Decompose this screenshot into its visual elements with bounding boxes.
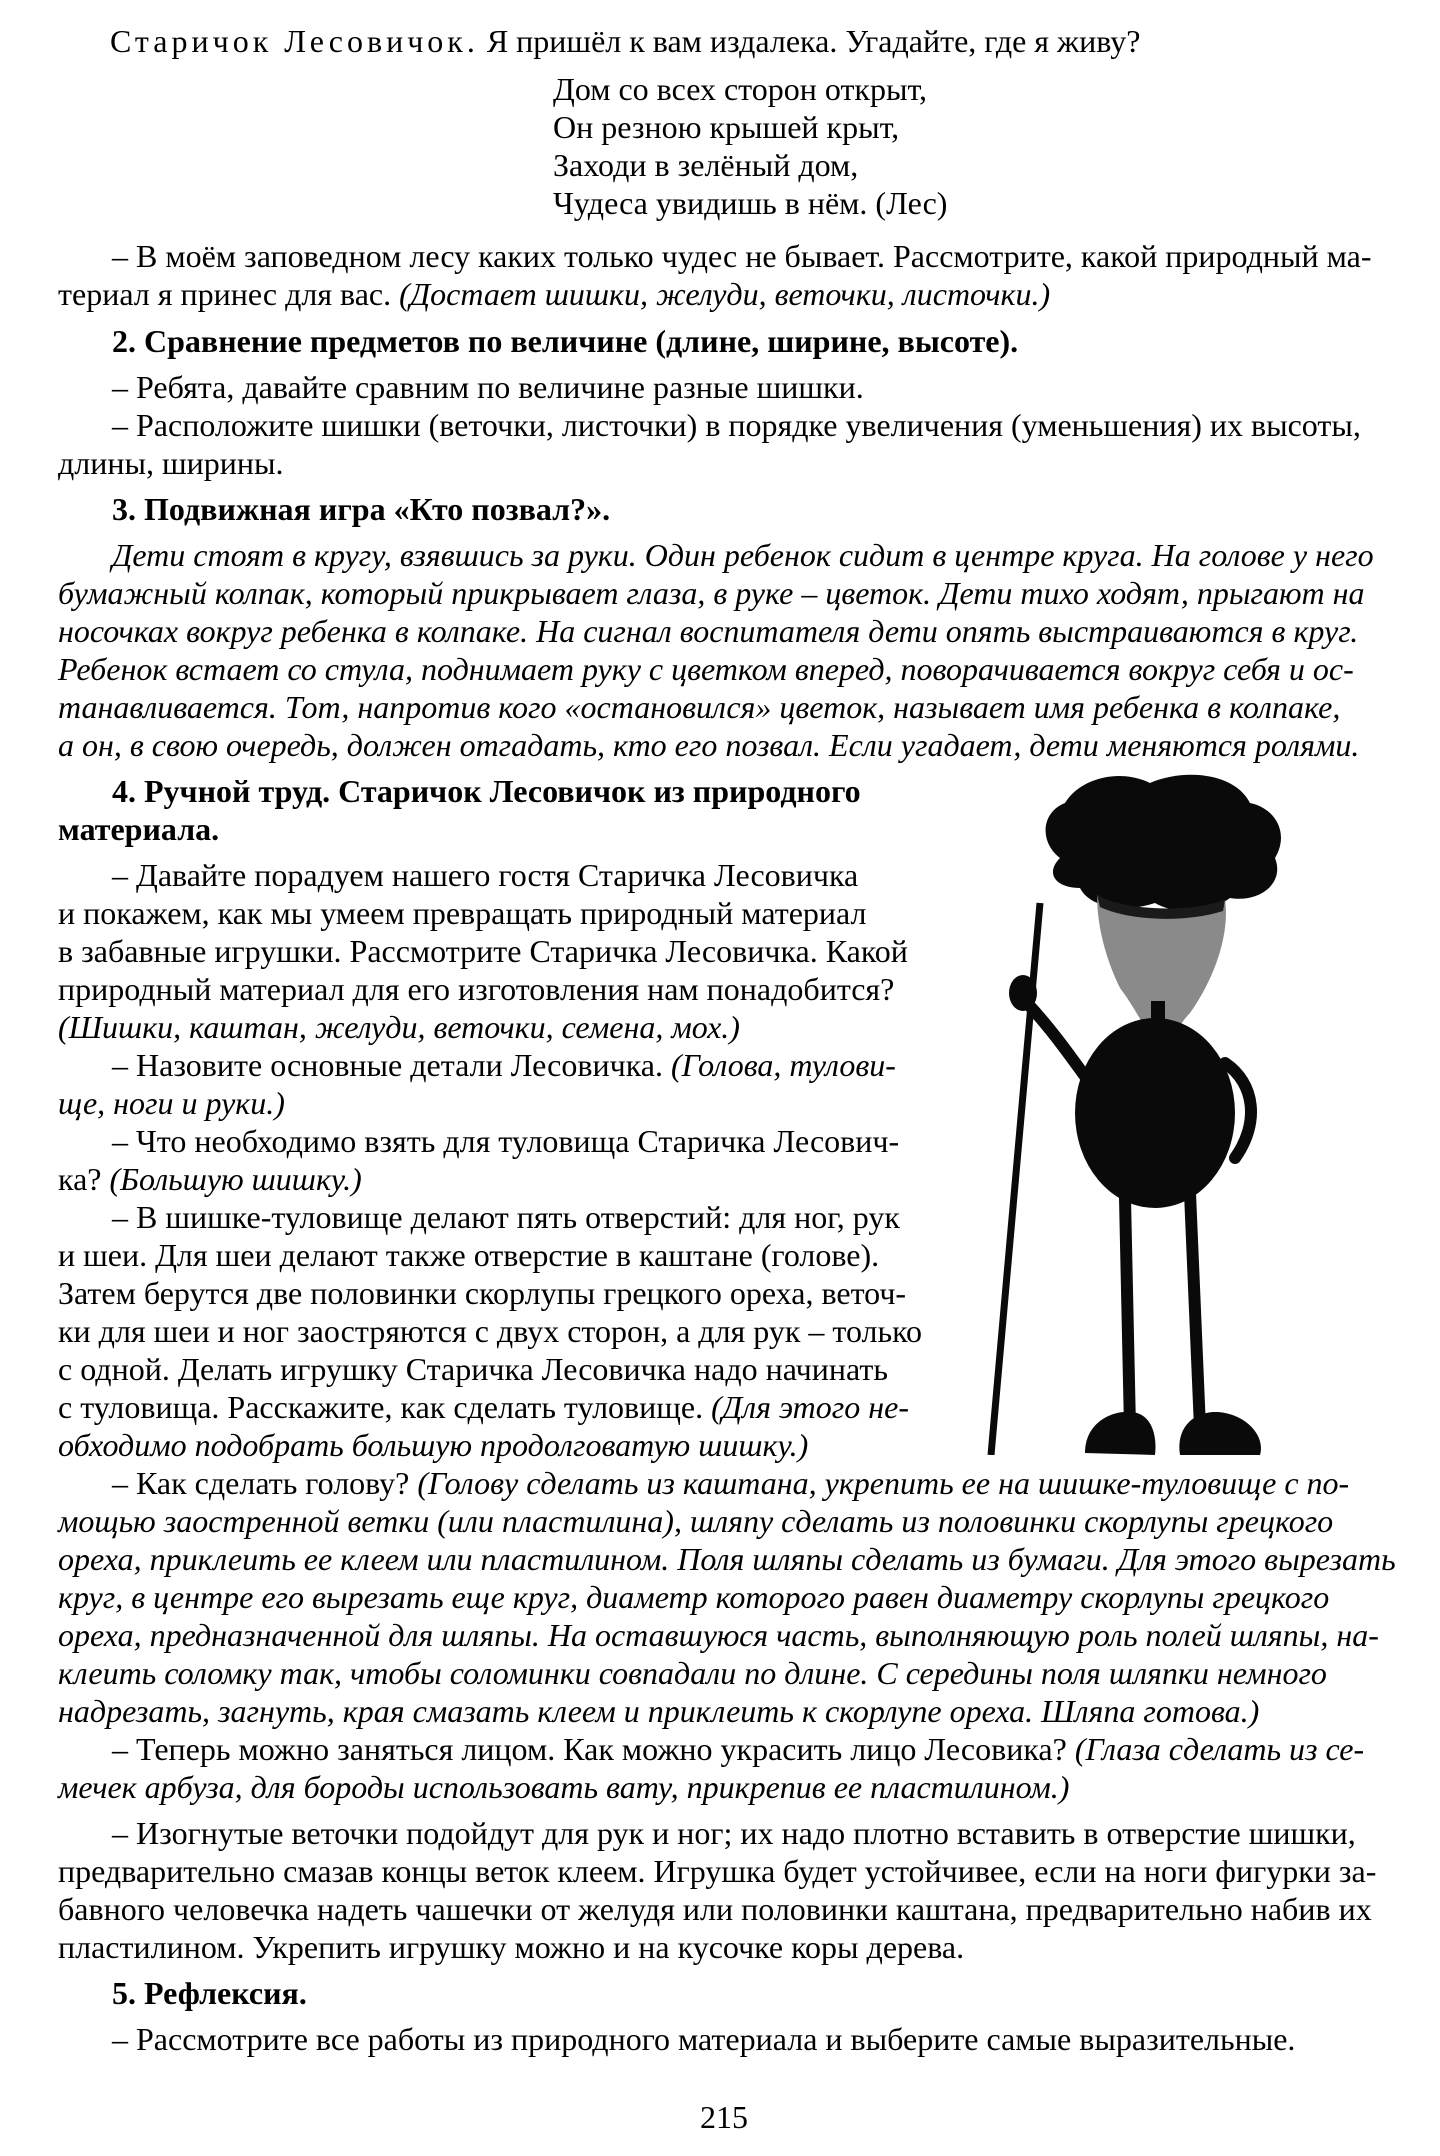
text-line: предварительно смазав концы веток клеем. Игрушка будет устойчивее, если на ноги фигурки за- — [58, 1853, 1377, 1889]
column-line: с одной. Делать игрушку Старичка Лесовичка надо начинать — [58, 1351, 888, 1387]
text-line — [112, 1730, 1364, 1768]
text-line: круг, в центре его вырезать еще круг, диаметр которого равен диаметру скорлупы грецкого — [58, 1579, 1330, 1615]
riddle-line: Дом со всех сторон открыт, — [553, 71, 928, 107]
text-line: – В моём заповедном лесу каких только чудес не бывает. Рассмотрите, какой природный ма- — [112, 238, 1372, 274]
riddle-line: Чудеса увидишь в нём. (Лес) — [553, 185, 948, 221]
text-line: ореха, приклеить ее клеем или пластилином. Поля шляпы сделать из бумаги. Для этого вырезать — [58, 1541, 1396, 1577]
text-run: – Теперь можно заняться лицом. Как можно украсить лицо Лесовика? — [112, 1731, 1075, 1767]
column-line: Затем берутся две половинки скорлупы грецкого ореха, веточ- — [58, 1275, 907, 1311]
riddle-line: Заходи в зелёный дом, — [553, 147, 859, 183]
text-line: ореха, предназначенной для шляпы. На оставшуюся часть, выполняющую роль полей шляпы, на- — [58, 1617, 1379, 1653]
text-line: пластилином. Укрепить игрушку можно и на кусочке коры дерева. — [58, 1929, 965, 1965]
game-line: а он, в свою очередь, должен отгадать, кто его позвал. Если угадает, дети меняются ролями. — [58, 727, 1360, 763]
page-number: 215 — [700, 2099, 748, 2135]
column-line: (Шишки, каштан, желуди, веточки, семена, мох.) — [58, 1009, 740, 1045]
section-heading: 4. Ручной труд. Старичок Лесовичок из природного — [112, 773, 861, 809]
text-run: – Назовите основные детали Лесовичка. — [112, 1047, 671, 1083]
column-line: обходимо подобрать большую продолговатую шишку.) — [58, 1427, 809, 1463]
text-line — [58, 275, 1050, 313]
body-shape — [1075, 1018, 1235, 1208]
text-line: – Расположите шишки (веточки, листочки) в порядке увеличения (уменьшения) их высоты, — [112, 407, 1361, 443]
text-line: длины, ширины. — [58, 445, 284, 481]
column-line: – В шишке-туловище делают пять отверстий: для ног, рук — [112, 1199, 900, 1235]
text-line: мечек арбуза, для бороды использовать вату, прикрепив ее пластилином.) — [58, 1769, 1070, 1805]
text-line: бавного человечка надеть чашечки от желудя или половинки каштана, предварительно набив их — [58, 1891, 1372, 1927]
italic-remark: (Голову сделать из каштана, укрепить ее на шишке-туловище с по- — [417, 1465, 1350, 1501]
speaker-speech: Я пришёл к вам издалека. Угадайте, где я живу? — [478, 23, 1141, 59]
italic-remark: (Глаза сделать из се- — [1074, 1731, 1365, 1767]
text-line: – Изогнутые веточки подойдут для рук и ног; их надо плотно вставить в отверстие шишки, — [112, 1815, 1356, 1851]
column-line — [58, 1388, 909, 1426]
intro-line — [110, 22, 1400, 60]
section-heading: 2. Сравнение предметов по величине (длине, ширине, высоте). — [112, 323, 1019, 359]
text-line: мощью заостренной ветки (или пластилина), шляпу сделать из половинки скорлупы грецкого — [58, 1503, 1334, 1539]
text-line: надрезать, загнуть, края смазать клеем и приклеить к скорлупе ореха. Шляпа готова.) — [58, 1693, 1260, 1729]
column-line: и шеи. Для шеи делают также отверстие в каштане (голове). — [58, 1237, 880, 1273]
hat-shape — [1046, 775, 1281, 911]
text-run: ка? — [58, 1161, 110, 1197]
section-heading: материала. — [58, 811, 220, 847]
column-line — [58, 1160, 362, 1198]
text-run: с туловища. Расскажите, как сделать туловище. — [58, 1389, 712, 1425]
text-line: – Рассмотрите все работы из природного материала и выберите самые выразительные. — [112, 2021, 1296, 2057]
game-line: носочках вокруг ребенка в колпаке. На сигнал воспитателя дети опять выстраиваются в круг. — [58, 613, 1359, 649]
column-line — [112, 1046, 896, 1084]
column-line: в забавные игрушки. Рассмотрите Старичка Лесовичка. Какой — [58, 933, 908, 969]
text-line: клеить соломку так, чтобы соломинки совпадали по длине. С середины поля шляпки немного — [58, 1655, 1327, 1691]
game-line: Дети стоят в кругу, взявшись за руки. Один ребенок сидит в центре круга. На голове у него — [112, 537, 1374, 573]
italic-remark: (Для этого не- — [711, 1389, 909, 1425]
game-line: танавливается. Тот, напротив кого «остановился» цветок, называет имя ребенка в колпаке, — [58, 689, 1341, 725]
game-line: бумажный колпак, который прикрывает глаза, в руке – цветок. Дети тихо ходят, прыгают на — [58, 575, 1365, 611]
lesovichok-figure-image — [985, 763, 1410, 1455]
column-line: – Давайте порадуем нашего гостя Старичка Лесовичка — [112, 857, 859, 893]
column-line: природный материал для его изготовления нам понадобится? — [58, 971, 895, 1007]
column-line: – Что необходимо взять для туловища Старичка Лесович- — [112, 1123, 900, 1159]
speaker-name: Старичок Лесовичок. — [110, 23, 479, 59]
game-line: Ребенок встает со стула, поднимает руку с цветком вперед, поворачивается вокруг себя и ос- — [58, 651, 1354, 687]
italic-remark: (Достает шишки, желуди, веточки, листочки.) — [399, 276, 1051, 312]
text-run: териал я принес для вас. — [58, 276, 400, 312]
riddle-line: Он резною крышей крыт, — [553, 109, 900, 145]
column-line: и покажем, как мы умеем превращать природный материал — [58, 895, 867, 931]
italic-remark: (Голова, тулови- — [670, 1047, 896, 1083]
text-line: – Ребята, давайте сравним по величине разные шишки. — [112, 369, 864, 405]
section-heading: 3. Подвижная игра «Кто позвал?». — [112, 491, 611, 527]
text-run: – Как сделать голову? — [112, 1465, 418, 1501]
section-heading: 5. Рефлексия. — [112, 1975, 307, 2011]
column-line: ще, ноги и руки.) — [58, 1085, 285, 1121]
text-line — [112, 1464, 1349, 1502]
column-line: ки для шеи и ног заостряются с двух сторон, а для рук – только — [58, 1313, 923, 1349]
italic-remark: (Большую шишку.) — [109, 1161, 362, 1197]
